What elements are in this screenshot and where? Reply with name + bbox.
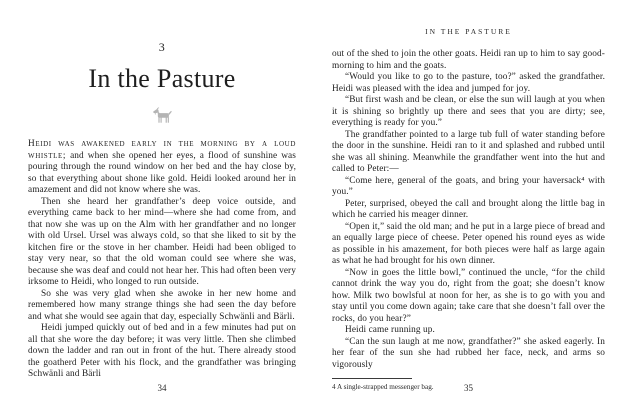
left-page-body <box>28 139 296 381</box>
body-paragraph: “Open it,” said the old man; and he put in a large piece of bread and an equally large piece of cheese. Peter opened his round eyes as wide as possible in his amazement, for both pieces were half as large again as what he had brought for his own dinner. <box>332 221 605 266</box>
body-paragraph: Heidi came running up. <box>345 325 435 335</box>
body-paragraph: Peter, surprised, obeyed the call and brought along the little bag in which he carried his meager dinner. <box>332 198 605 220</box>
body-paragraph: out of the shed to join the other goats. Heidi ran up to him to say good-morning to him and the goats. <box>332 49 605 71</box>
body-paragraph: “Now in goes the little bowl,” continued the uncle, “for the child cannot drink the way you do, right from the goat; she doesn’t know how. Milk two bowlsful at noon for her, as she is to go with you and stay until you come down again; take care that she doesn’t fall over the rocks, do you hear?” <box>332 267 605 324</box>
body-paragraph: Heidi jumped quickly out of bed and in a few minutes had put on all that she wore the day before; it was very little. Then she climbed down the ladder and ran out in front of the hut. There already stood the goatherd Peter with his flock, and the grandfather was bringing Schwänli and Bärli <box>28 323 296 379</box>
page-number-right: 35 <box>464 383 473 393</box>
footnote-rule <box>332 378 412 379</box>
right-page <box>332 0 605 417</box>
body-paragraph: “Would you like to go to the pasture, too?” asked the grandfather. Heidi was pleased with the idea and jumped for joy. <box>332 72 605 94</box>
body-paragraph: “Can the sun laugh at me now, grandfather?” she asked eagerly. In her fear of the sun she had rubbed her face, neck, and arms so vigorously <box>332 336 605 370</box>
chapter-title: In the Pasture <box>88 64 236 93</box>
left-page <box>28 0 296 417</box>
body-paragraph: “Come here, general of the goats, and bring your haversack⁴ with you.” <box>332 175 605 197</box>
body-paragraph: Then she heard her grandfather’s deep voice outside, and everything came back to her mind—where she had come from, and that now she was up on the Alm with her grandfather and no longer with old Ursel. Ursel was always cold, so that she liked to sit by the kitchen fire or the stove in her chamber. Heidi had been obliged to stay very near, so that the old woman could see where she was, because she was deaf and could not hear her. This had often been very irksome to Heidi, who longed to run outside. <box>28 196 296 287</box>
goat-icon <box>28 107 296 125</box>
running-header: IN THE PASTURE <box>425 27 512 36</box>
body-paragraph: “But first wash and be clean, or else the sun will laugh at you when it is shining so brightly up there and sees that you are dirty; see, everything is ready for you.” <box>332 95 605 128</box>
smallcaps-opening: Heidi was awakened early in the morning by a loud whistle; <box>28 139 296 161</box>
body-paragraph: So she was very glad when she awoke in her new home and remembered how many strange things she had seen the day before and what she would see again that day, especially Schwänli and Bärli. <box>28 288 296 322</box>
page-number-left: 34 <box>157 383 167 393</box>
right-page-body <box>332 49 605 371</box>
body-paragraph: Heidi was awakened early in the morning by a loud whistle; and when she opened her eyes, a flood of sunshine was pouring through the round window on her bed and the hay close by, so that everything about shone like gold. Heidi looked around her in amazement and did not know where she was. <box>28 139 296 195</box>
chapter-number: 3 <box>158 40 166 54</box>
body-paragraph: The grandfather pointed to a large tub full of water standing before the door in the sunshine. Heidi ran to it and splashed and rubbed until she was all shining. Meanwhile the grandfather went into the hut and called to Peter:— <box>332 129 605 174</box>
footnote-text: 4 A single-strapped messenger bag. <box>332 383 434 391</box>
